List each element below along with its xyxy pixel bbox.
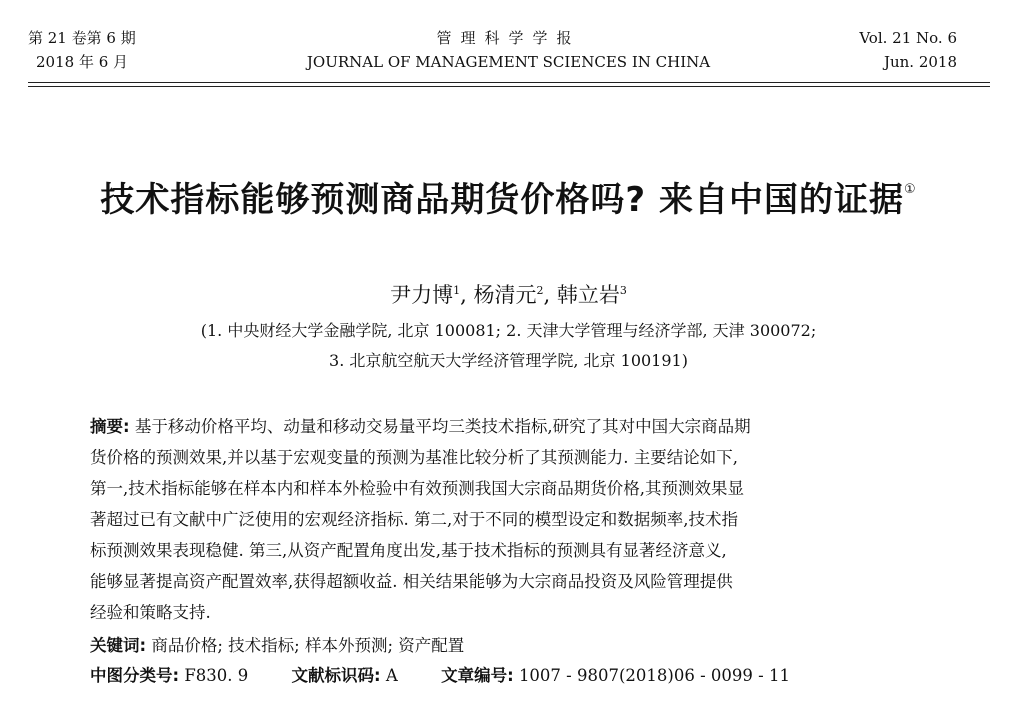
header-rule-top [28, 82, 990, 83]
publication-date-en: Jun. 2018 [883, 53, 957, 71]
header-rule-bottom [28, 86, 990, 87]
author-separator: , [460, 283, 467, 307]
author-affil-marker: 3 [619, 284, 627, 297]
doc-code-value: A [385, 666, 398, 685]
affiliation-line: 3. 北京航空航天大学经济管理学院, 北京 100191) [329, 351, 688, 370]
abstract-line: 能够显著提高资产配置效率,获得超额收益. 相关结果能够为大宗商品投资及风险管理提供 [90, 572, 733, 591]
abstract-line: 货价格的预测效果,并以基于宏观变量的预测为基准比较分析了其预测能力. 主要结论如下, [90, 448, 738, 467]
author-affil-marker: 2 [536, 284, 544, 297]
clc-label: 中图分类号: [90, 666, 180, 685]
clc-value: F830. 9 [184, 666, 249, 685]
journal-name-en: JOURNAL OF MANAGEMENT SCIENCES IN CHINA [306, 53, 711, 71]
publication-date: 2018 年 6 月 [36, 53, 129, 71]
abstract-line: 著超过已有文献中广泛使用的宏观经济指标. 第二,对于不同的模型设定和数据频率,技术指 [90, 510, 738, 529]
classification-line [90, 662, 790, 686]
article-number-label: 文章编号: [441, 666, 514, 685]
author-name: 尹力博 [390, 283, 454, 307]
title-footnote-marker: ① [903, 181, 917, 197]
affiliation-line: (1. 中央财经大学金融学院, 北京 100081; 2. 天津大学管理与经济学部, 天津 300072; [200, 321, 817, 340]
doc-code-label: 文献标识码: [291, 666, 381, 685]
header-right [859, 26, 957, 74]
abstract-line: 经验和策略支持. [90, 603, 211, 622]
author-affil-marker: 1 [453, 284, 461, 297]
abstract-line [90, 411, 926, 442]
journal-name-cn: 管理科学学报 [436, 29, 581, 47]
paper-title-text: 技术指标能够预测商品期货价格吗? 来自中国的证据 [100, 180, 904, 220]
abstract-line: 第一,技术指标能够在样本内和样本外检验中有效预测我国大宗商品期货价格,其预测效果显 [90, 479, 744, 498]
abstract-line: 标预测效果表现稳健. 第三,从资产配置角度出发,基于技术指标的预测具有显著经济意义, [90, 541, 727, 560]
author-name: 韩立岩 [556, 283, 620, 307]
volume-issue: 第 21 卷第 6 期 [28, 29, 136, 47]
keywords-label: 关键词: [90, 636, 147, 655]
abstract-label: 摘要: [90, 417, 130, 436]
abstract-text: 基于移动价格平均、动量和移动交易量平均三类技术指标,研究了其对中国大宗商品期 [134, 417, 751, 436]
abstract [90, 411, 926, 628]
keywords [90, 632, 464, 656]
volume-issue-en: Vol. 21 No. 6 [859, 29, 957, 47]
keywords-value: 商品价格; 技术指标; 样本外预测; 资产配置 [151, 636, 465, 655]
paper-title [0, 172, 1017, 221]
author-separator: , [543, 283, 551, 307]
author-list [0, 279, 1017, 309]
author-name: 杨清元 [473, 283, 537, 307]
article-number-value: 1007 - 9807(2018)06 - 0099 - 11 [518, 666, 790, 685]
